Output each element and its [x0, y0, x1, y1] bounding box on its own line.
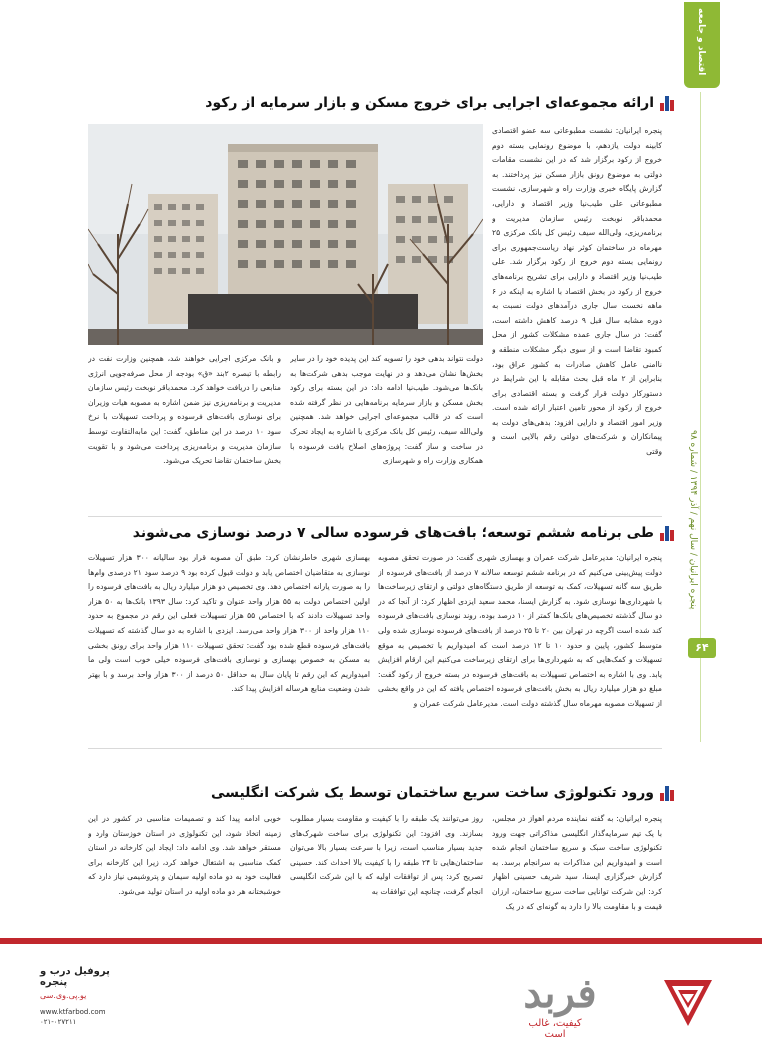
article2-title: طی برنامه ششم توسعه؛ بافت‌های فرسوده سالی ۷ درصد نوسازی می‌شوند — [132, 525, 654, 541]
building-photo — [88, 124, 483, 345]
page-sidebar — [676, 0, 736, 1045]
ad-website: www.ktfarbod.com — [40, 1008, 106, 1016]
article3-column-left: خوبی ادامه پیدا کند و تصمیمات مناسبی در کشور در این زمینه اتخاذ شود، این تکنولوژی در استان خوزستان وارد و مستقر خواهد شد. وی ادامه داد: ایجاد این کارخانه در استان کمک مناسبی به اشتغال خواهد کرد، زیرا این کارخانه برای فعالیت خود به دو ماده اولیه سیمان و پتروشیمی نیاز دارد که خوشبختانه هر دو ماده اولیه در استان تولید می‌شود. — [88, 814, 281, 896]
bar-chart-icon — [660, 785, 676, 801]
ad-contact-block — [40, 966, 136, 1026]
article3-column-middle: روز می‌توانند یک طبقه را با کیفیت و مقاومت بسیار مطلوب بسازند. وی افزود: این تکنولوژی برای ساخت شهرک‌های جدید بسیار مناسب است، زیرا با سرعت بسیار بالا می‌توان ساختمان‌هایی تا ۲۴ طبقه را با کیفیت بالا احداث کند. حسینی تصریح کرد: پس از توافقات اولیه که با این شرکت انگلیسی انجام گرفت، چنانچه این توافقات به — [290, 814, 483, 896]
article3-column-right: پنجره ایرانیان: به گفته نماینده مردم اهواز در مجلس، با یک تیم سرمایه‌گذار انگلیسی مذاکراتی جهت ورود تکنولوژی ساخت سبک و سریع ساختمان انجام شده است و امیدواریم این مذاکرات به سرانجام برسد. به گزارش خبرگزاری ایسنا، سید شریف حسینی اظهار کرد: این شرکت توانایی ساخت سریع ساختمان، ارزان قیمت و با مقاومت بالا را دارد به گونه‌ای که در یک — [492, 814, 662, 911]
article1-column-middle: دولت نتواند بدهی خود را تسویه کند این پدیده خود را در سایر بخش‌ها نشان می‌دهد و در نهایت موجب بدهی شرکت‌ها به بانک‌ها می‌شود. طیب‌نیا ادامه داد: در این بسته برای رکود بخش مسکن و بازار سرمایه برنامه‌هایی در نظر گرفته شده است که در قالب مجموعه‌ای اجرایی خواهد شد. همچنین ولی‌الله سیف، رئیس کل بانک مرکزی با اشاره به ایجاد تحرک در ساخت و ساز گفت: پروژه‌های اصلاح بافت فرسوده با همکاری وزارت راه و شهرسازی — [290, 354, 483, 466]
section-divider — [88, 516, 662, 517]
page-number: ۶۴ — [688, 638, 716, 658]
farbod-logo-icon — [660, 974, 716, 1030]
issue-meta: پنجره ایرانیان / سال نهم / آذر ۱۳۹۴ / شماره ۹۸ — [688, 430, 698, 610]
article2-column-right: پنجره ایرانیان: مدیرعامل شرکت عمران و بهسازی شهری گفت: در صورت تحقق مصوبه دولت پیش‌بینی می‌کنیم که در برنامه ششم توسعه سالانه ۷ درصد از بافت‌های فرسوده از طریق سه گانه تسهیلات، کمک به توسعه از طریق دستگاه‌های دولتی و ارتقای زیرساخت‌ها با شهرداری‌ها نوسازی شود. به گزارش ایسنا، محمد سعید ایزدی اظهار کرد: از آنجا که در دو سال گذشته تخصیص‌های بانک‌ها کمتر از ۱۰ درصد بوده، روند نوسازی بافت‌های فرسوده کند شده است اگرچه در تهران بین ۲۰ تا ۲۵ درصد از بافت‌های فرسوده نوسازی شده ولی متوسط کشور، پایین و حدود ۱۰ تا ۱۲ درصد است که امیدواریم با تخصیص به موقع تسهیلات و کمک‌هایی که به شهرداری‌ها برای ارتقای زیرساخت می‌کنیم این ارقام افزایش یابد. وی با اشاره به اختصاص تسهیلات به بافت‌های فرسوده در بسته خروج از رکود گفت: مبلغ دو هزار میلیارد ریال به بخش بافت‌های فرسوده اختصاص یافته که این در واقع بخشی از تسهیلات مصوبه مهرماه سال گذشته دولت است. مدیرعامل شرکت عمران و — [378, 553, 662, 708]
article1-column-right: پنجره ایرانیان: نشست مطبوعاتی سه عضو اقتصادی کابینه دولت یازدهم، با موضوع رونمایی بسته دوم خروج از رکود برگزار شد که در این نشست مقامات دولتی به موضوع رونق بازار مسکن نیز پرداختند. به گزارش پایگاه خبری وزارت راه و شهرسازی، نشست مطبوعاتی علی طیب‌نیا وزیر اقتصاد و دارایی، محمدباقر نوبخت رئیس سازمان مدیریت و برنامه‌ریزی، ولی‌الله سیف رئیس کل بانک مرکزی ۲۵ مهرماه در ساختمان کوثر نهاد ریاست‌جمهوری برای رونمایی بسته دوم خروج از رکود برگزار شد. علی طیب‌نیا وزیر اقتصاد و دارایی برای تشریح برنامه‌های خروج از رکود در بخش اقتصاد با اشاره به اینکه در ۶ ماهه نخست سال جاری درآمدهای دولت نسبت به دوره مشابه سال قبل ۹ درصد کاهش داشته است، گفت: در سال جاری عمده مشکلات کشور از محل کمبود تقاضا است و از سوی دیگر مشکلات منطقه و ناامنی عامل کاهش صادرات به کشور عراق بود، بنابراین از ۲ ماه قبل بحث مقابله با این شرایط در دستورکار دولت قرار گرفت و بسته اقتصادی برای خروج از رکود از محور تامین اعتبار ارائه شده است. وزیر امور اقتصاد و دارایی افزود: بدهی‌های دولت به پیمانکاران و شرکت‌های دولتی رقم بالایی است و وقتی — [492, 126, 662, 457]
article1-column-left: و بانک مرکزی اجرایی خواهند شد، همچنین وزارت نفت در رابطه با تبصره ۲بند «ق» بودجه از محل صرفه‌جویی انرژی منابعی را دریافت خواهد کرد. محمدباقر نوبخت رئیس سازمان مدیریت و برنامه‌ریزی نیز ضمن اشاره به مصوبه هیات وزیران برای نوسازی بافت‌های فرسوده و پرداخت تسهیلات با نرخ سود ۱۰ درصد در این مناطق، گفت: این مابه‌التفاوت توسط سازمان مدیریت و برنامه‌ریزی پرداخت می‌شود و با تقویت بخش ساختمان تقاضا تحریک می‌شود. — [88, 354, 281, 466]
ad-brand-word: فربد — [523, 970, 597, 1017]
article1-headline — [205, 92, 676, 114]
section-divider — [88, 748, 662, 749]
bar-chart-icon — [660, 95, 676, 111]
ad-red-band — [0, 938, 762, 944]
bar-chart-icon — [660, 525, 676, 541]
article1-title: ارائه مجموعه‌ای اجرایی برای خروج مسکن و بازار سرمایه از رکود — [205, 95, 654, 111]
ad-slogan: کیفیت، غالب است — [528, 1018, 582, 1040]
article2-column-left: بهسازی شهری خاطرنشان کرد: طبق آن مصوبه قرار بود سالیانه ۳۰۰ هزار تسهیلات نوسازی به متقاضیان اختصاص یابد و دولت قبول کرده بود ۹ درصد سود ۲۱ درصدی وام‌ها را به صورت یارانه اختصاص دهد. وی تخصیص دو هزار میلیارد ریال به بافت‌های فرسوده را اولین اختصاص دولت به ۵۵ هزار واحد عنوان و تاکید کرد: سال ۱۳۹۳ بانک‌ها به ۵۰ هزار واحد تسهیلات دادند که با اختصاص ۵۵ هزار تسهیلات فعلی این رقم در مجموع به حدود ۱۱۰ هزار واحد از ۳۰۰ هزار واحد می‌رسد. ایزدی با اشاره به دو سال گذشته که تسهیلات بافت‌های فرسوده قطع شده بود گفت: تحقق تسهیلات ۱۱۰ هزار واحد برای رونق بخشی به مسکن به خصوص بهسازی و نوسازی بافت‌های فرسوده خیلی خوب است ولی ما امیدواریم که این رقم تا پایان سال به حداقل ۵۰ درصد از ۳۰۰ هزار واحد برسد و با بهتر شدن وضعیت منابع هرساله افزایش پیدا کند. — [88, 553, 370, 694]
section-label: اقتصاد و جامعه — [696, 8, 706, 76]
ad-phone: ۰۲۱-۰۲۷۲۱۱ — [40, 1018, 77, 1026]
article3-headline — [211, 782, 676, 804]
section-tab — [684, 2, 720, 88]
ad-product-types: یو.پی.وی.سی — [40, 991, 87, 1000]
article2-headline — [133, 522, 676, 544]
ad-product-line: پروفیل درب و پنجره — [40, 966, 110, 988]
article3-title: ورود تکنولوژی ساخت سریع ساختمان توسط یک شرکت انگلیسی — [211, 785, 654, 801]
